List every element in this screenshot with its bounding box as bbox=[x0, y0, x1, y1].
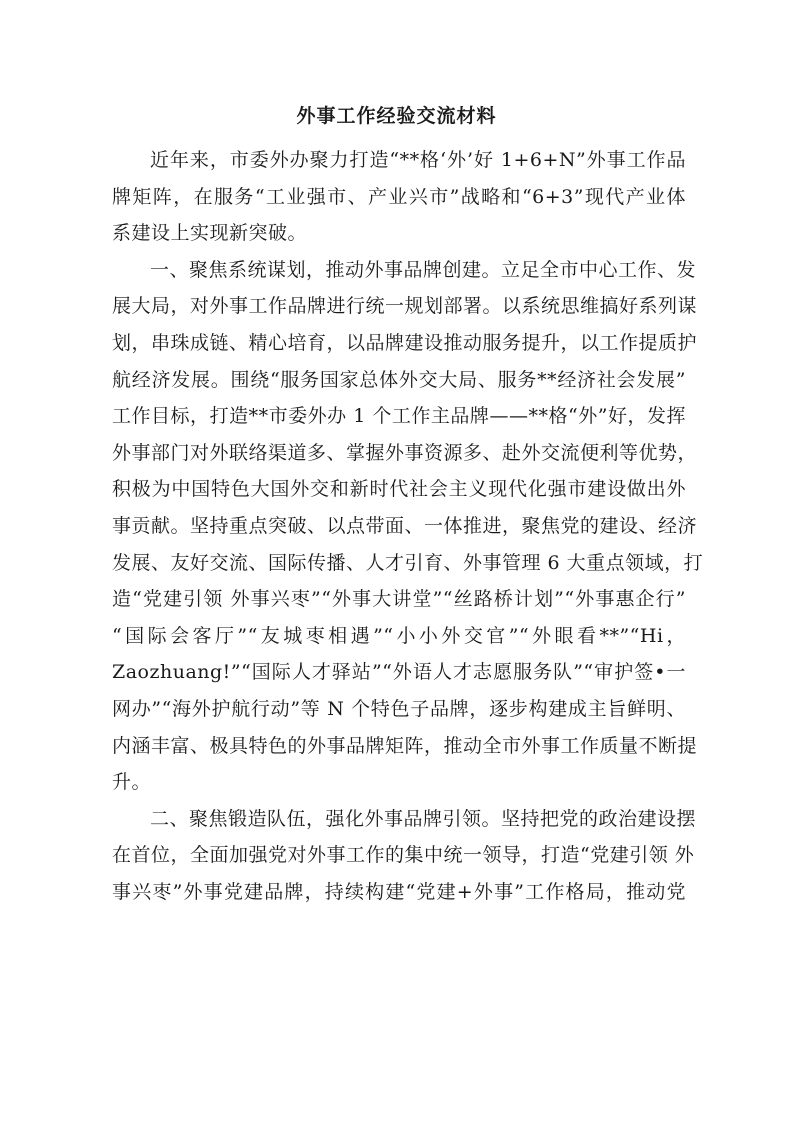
text-line: 升。 bbox=[112, 771, 152, 794]
text-line: 系建设上实现新突破。 bbox=[112, 222, 308, 245]
text-line: 展大局，对外事工作品牌进行统一规划部署。以系统思维搞好系列谋 bbox=[112, 295, 698, 318]
text-line: 事兴枣”外事党建品牌，持续构建“党建+外事”工作格局，推动党 bbox=[112, 880, 686, 903]
text-line: 网办”“海外护航行动”等 N 个特色子品牌，逐步构建成主旨鲜明、 bbox=[112, 697, 686, 720]
text-line: 积极为中国特色大国外交和新时代社会主义现代化强市建设做出外 bbox=[112, 478, 686, 501]
paragraph-intro bbox=[112, 142, 686, 252]
text-line: 二、聚焦锻造队伍，强化外事品牌引领。坚持把党的政治建设摆 bbox=[150, 807, 697, 830]
paragraph-section-1 bbox=[112, 252, 704, 801]
text-line: 工作目标，打造**市委外办 1 个工作主品牌——**格“外”好，发挥 bbox=[112, 405, 686, 428]
text-line: 航经济发展。围绕“服务国家总体外交大局、服务**经济社会发展” bbox=[112, 368, 686, 391]
text-line: 牌矩阵，在服务“工业强市、产业兴市”战略和“6+3”现代产业体 bbox=[112, 185, 686, 208]
text-line: 划，串珠成链、精心培育，以品牌建设推动服务提升，以工作提质护 bbox=[112, 331, 698, 354]
document-body bbox=[112, 142, 704, 910]
text-line: 造“党建引领 外事兴枣”“外事大讲堂”“丝路桥计划”“外事惠企行” bbox=[112, 588, 686, 611]
text-line: “国际会客厅”“友城枣相遇”“小小外交官”“外眼看**”“Hi， bbox=[112, 624, 686, 647]
text-line: 外事部门对外联络渠道多、掌握外事资源多、赴外交流便利等优势， bbox=[112, 441, 698, 464]
text-line: 事贡献。坚持重点突破、以点带面、一体推进，聚焦党的建设、经济 bbox=[112, 514, 698, 537]
text-line: 近年来，市委外办聚力打造“**格‘外’好 1+6+N”外事工作品 bbox=[150, 149, 686, 171]
text-line: 一、聚焦系统谋划，推动外事品牌创建。立足全市中心工作、发 bbox=[150, 258, 697, 281]
text-line: 发展、友好交流、国际传播、人才引育、外事管理 6 大重点领域，打 bbox=[112, 551, 704, 574]
paragraph-section-2 bbox=[112, 801, 697, 911]
text-line: 在首位，全面加强党对外事工作的集中统一领导，打造“党建引领 外 bbox=[112, 844, 695, 867]
document-title: 外事工作经验交流材料 bbox=[296, 105, 497, 127]
text-line: Zaozhuang!”“国际人才驿站”“外语人才志愿服务队”“审护签•一 bbox=[112, 661, 686, 684]
text-line: 内涵丰富、极具特色的外事品牌矩阵，推动全市外事工作质量不断提 bbox=[112, 734, 698, 757]
